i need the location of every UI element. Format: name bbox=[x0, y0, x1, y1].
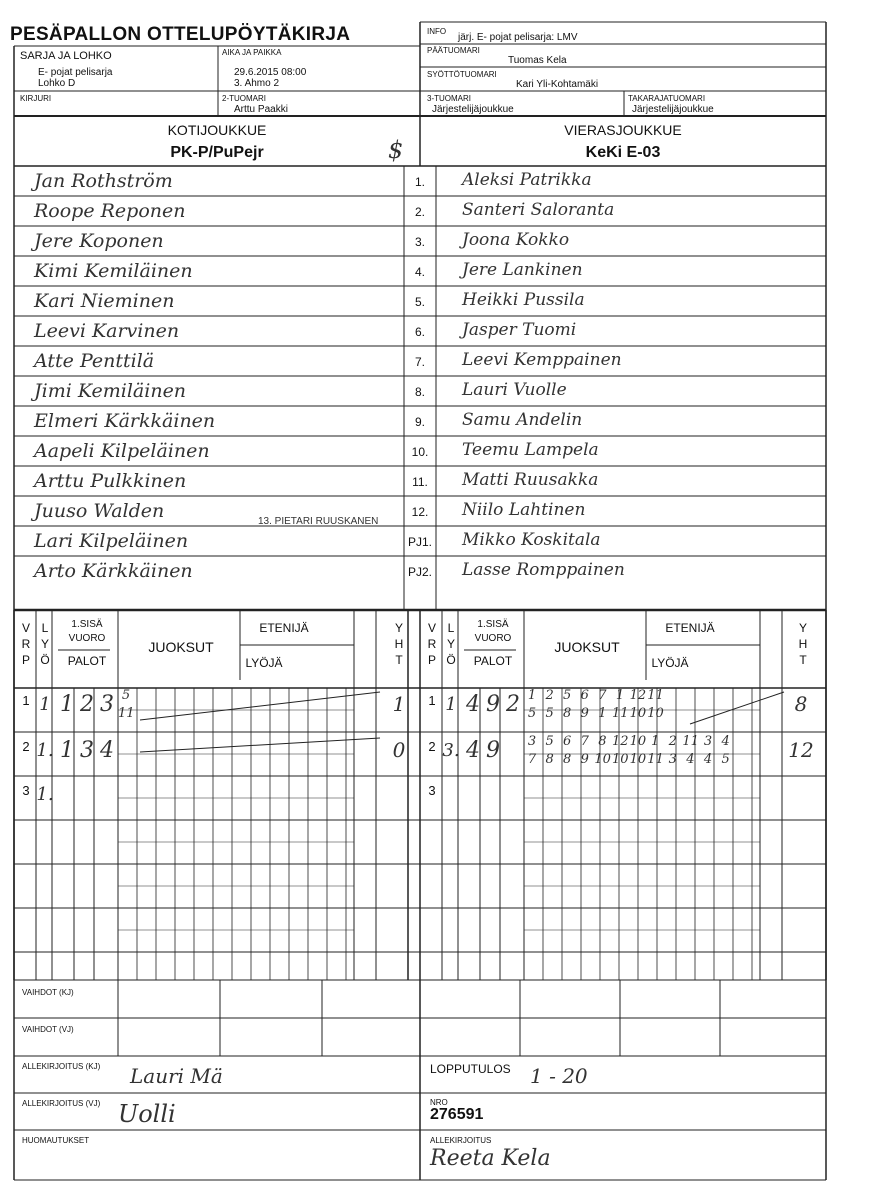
page-title: PESÄPALLON OTTELUPÖYTÄKIRJA bbox=[10, 24, 351, 45]
home-header-vuoro: VUORO bbox=[68, 633, 106, 644]
away-player-name: Samu Andelin bbox=[462, 410, 583, 430]
away-header-vuoro: VUORO bbox=[474, 633, 512, 644]
home-header-lyo: L bbox=[41, 621, 49, 635]
home-header-palot: PALOT bbox=[67, 654, 107, 668]
signature-vj: Uolli bbox=[118, 1100, 176, 1128]
away-run-bottom: 1 bbox=[598, 706, 607, 721]
sarja-value: E- pojat pelisarja bbox=[38, 67, 113, 78]
signature-referee: Reeta Kela bbox=[430, 1146, 551, 1171]
away-palot-value: 4 bbox=[466, 692, 480, 717]
home-header-etenija: ETENIJÄ bbox=[259, 621, 309, 635]
home-period-total: 0 bbox=[392, 738, 406, 762]
away-run-top: 11 bbox=[682, 734, 699, 749]
away-run-bottom: 4 bbox=[703, 752, 713, 767]
home-period-number: 3 bbox=[22, 783, 30, 798]
home-player-name: Arto Kärkkäinen bbox=[34, 560, 193, 582]
away-run-bottom: 5 bbox=[527, 706, 537, 721]
home-palot-value: 1 bbox=[60, 738, 74, 763]
home-player-name: Elmeri Kärkkäinen bbox=[34, 410, 216, 432]
home-header-lyo: Ö bbox=[40, 653, 50, 667]
allekirjoitus-label: ALLEKIRJOITUS bbox=[430, 1136, 492, 1145]
away-run-bottom: 8 bbox=[563, 752, 572, 767]
home-team-mark: $ bbox=[388, 136, 404, 164]
home-player-name: Arttu Pulkkinen bbox=[34, 470, 187, 492]
away-header-yht: Y bbox=[798, 621, 807, 635]
home-period-lyo: 1 bbox=[39, 694, 51, 715]
away-run-top: 1 bbox=[651, 734, 660, 749]
away-run-top: 5 bbox=[545, 734, 554, 749]
paatuomari-value: Tuomas Kela bbox=[508, 55, 567, 66]
away-run-bottom: 5 bbox=[545, 706, 554, 721]
away-run-top: 12 bbox=[612, 734, 629, 749]
tuomari3-label: 3-TUOMARI bbox=[427, 94, 471, 103]
home-header-juoksut: JUOKSUT bbox=[148, 639, 214, 655]
aika-label: AIKA JA PAIKKA bbox=[222, 48, 282, 57]
home-player-name: Juuso Walden bbox=[34, 500, 165, 522]
takaraja-value: Järjestelijäjoukkue bbox=[632, 104, 714, 115]
away-run-bottom: 10 bbox=[647, 706, 664, 721]
player-number: 8. bbox=[414, 385, 425, 399]
home-header-vrp: V bbox=[21, 621, 30, 635]
away-player-name: Teemu Lampela bbox=[462, 440, 599, 460]
away-player-name: Lauri Vuolle bbox=[462, 380, 567, 400]
away-period-total: 12 bbox=[788, 738, 814, 762]
away-run-bottom: 11 bbox=[647, 752, 664, 767]
away-run-top: 4 bbox=[721, 734, 730, 749]
grid-line bbox=[690, 692, 784, 724]
player-number: 1. bbox=[414, 175, 425, 189]
away-team-caption: VIERASJOUKKUE bbox=[564, 122, 682, 138]
away-period-lyo: 3. bbox=[442, 740, 460, 761]
home-palot-value: 3 bbox=[80, 738, 94, 763]
vaihdot-vj-label: VAIHDOT (VJ) bbox=[22, 1025, 74, 1034]
away-header-etenija: ETENIJÄ bbox=[665, 621, 715, 635]
away-palot-value: 9 bbox=[486, 692, 500, 717]
away-player-name: Matti Ruusakka bbox=[462, 470, 599, 490]
nro-value: 276591 bbox=[430, 1106, 484, 1123]
away-palot-value: 2 bbox=[506, 692, 520, 717]
away-run-top: 10 bbox=[629, 734, 647, 749]
extra-player-note: 13. PIETARI RUUSKANEN bbox=[258, 516, 379, 527]
away-run-top: 6 bbox=[580, 688, 589, 703]
tuomari3-value: Järjestelijäjoukkue bbox=[432, 104, 514, 115]
home-period-number: 1 bbox=[22, 693, 30, 708]
away-player-name: Santeri Saloranta bbox=[462, 200, 615, 220]
nro-label: NRO bbox=[430, 1098, 448, 1107]
home-header-yht: Y bbox=[394, 621, 403, 635]
home-palot-value: 2 bbox=[80, 692, 94, 717]
takaraja-label: TAKARAJATUOMARI bbox=[628, 94, 706, 103]
away-period-number: 1 bbox=[428, 693, 436, 708]
home-header-vrp: P bbox=[21, 653, 30, 667]
signature-kj: Lauri Mä bbox=[130, 1064, 223, 1088]
home-header-sisa: 1.SISÄ bbox=[71, 619, 103, 630]
away-header-yht: T bbox=[799, 653, 807, 667]
away-player-name: Jasper Tuomi bbox=[462, 320, 577, 340]
home-header-yht: T bbox=[395, 653, 403, 667]
home-period-lyo: 1. bbox=[36, 740, 54, 761]
kirjuri-label: KIRJURI bbox=[20, 94, 52, 103]
huomautukset-label: HUOMAUTUKSET bbox=[22, 1136, 90, 1145]
grid-line bbox=[140, 692, 380, 720]
away-run-bottom: 11 bbox=[612, 706, 629, 721]
player-number: 3. bbox=[414, 235, 425, 249]
away-run-top: 3 bbox=[703, 734, 713, 749]
home-palot-value: 1 bbox=[60, 692, 74, 717]
syotto-label: SYÖTTÖTUOMARI bbox=[427, 70, 497, 79]
home-player-name: Aapeli Kilpeläinen bbox=[34, 440, 210, 462]
player-number: 2. bbox=[414, 205, 425, 219]
away-player-name: Heikki Pussila bbox=[462, 290, 585, 310]
home-header-lyo: Y bbox=[40, 637, 49, 651]
home-header-lyoja: LYÖJÄ bbox=[245, 656, 283, 670]
home-header-yht: H bbox=[394, 637, 404, 651]
away-header-palot: PALOT bbox=[473, 654, 513, 668]
away-run-top: 1 bbox=[615, 688, 625, 703]
home-player-name: Kari Nieminen bbox=[34, 290, 175, 312]
away-run-top: 7 bbox=[598, 688, 607, 703]
away-run-bottom: 3 bbox=[668, 752, 677, 767]
home-period-total: 1 bbox=[392, 692, 406, 716]
away-run-bottom: 7 bbox=[527, 752, 537, 767]
home-player-name: Lari Kilpeläinen bbox=[34, 530, 189, 552]
home-player-name: Leevi Karvinen bbox=[34, 320, 180, 342]
away-run-top: 12 bbox=[629, 688, 647, 703]
away-run-top: 2 bbox=[545, 688, 554, 703]
allekirjoitus-kj-label: ALLEKIRJOITUS (KJ) bbox=[22, 1062, 101, 1071]
home-palot-value: 4 bbox=[100, 738, 114, 763]
player-number: 7. bbox=[414, 355, 425, 369]
away-header-yht: H bbox=[798, 637, 808, 651]
away-palot-value: 9 bbox=[486, 738, 500, 763]
home-period-number: 2 bbox=[22, 739, 30, 754]
player-number: 9. bbox=[414, 415, 425, 429]
away-run-bottom: 9 bbox=[580, 752, 589, 767]
away-header-vrp: V bbox=[427, 621, 436, 635]
home-run-top: 5 bbox=[121, 688, 131, 703]
away-run-bottom: 8 bbox=[563, 706, 572, 721]
away-player-name: Leevi Kemppainen bbox=[462, 350, 622, 370]
away-run-top: 3 bbox=[527, 734, 537, 749]
away-header-vrp: P bbox=[427, 653, 436, 667]
home-team-caption: KOTIJOUKKUE bbox=[167, 122, 267, 138]
player-number: 12. bbox=[411, 505, 429, 519]
away-run-bottom: 5 bbox=[721, 752, 730, 767]
lopputulos-value: 1 - 20 bbox=[530, 1064, 588, 1088]
allekirjoitus-vj-label: ALLEKIRJOITUS (VJ) bbox=[22, 1099, 101, 1108]
away-run-top: 2 bbox=[668, 734, 677, 749]
player-number: PJ1. bbox=[407, 535, 432, 549]
away-header-lyo: Y bbox=[446, 637, 455, 651]
away-player-name: Niilo Lahtinen bbox=[462, 500, 586, 520]
player-number: 11. bbox=[412, 475, 428, 489]
away-run-bottom: 10 bbox=[612, 752, 629, 767]
home-run-bottom: 11 bbox=[118, 706, 135, 721]
tuomari2-label: 2-TUOMARI bbox=[222, 94, 266, 103]
away-player-name: Jere Lankinen bbox=[462, 260, 583, 280]
lohko-value: Lohko D bbox=[38, 78, 76, 89]
lopputulos-label: LOPPUTULOS bbox=[430, 1062, 511, 1076]
away-run-bottom: 10 bbox=[594, 752, 611, 767]
info-label: INFO bbox=[427, 27, 447, 36]
paatuomari-label: PÄÄTUOMARI bbox=[427, 46, 480, 55]
away-player-name: Joona Kokko bbox=[462, 230, 570, 250]
away-header-lyo: L bbox=[447, 621, 455, 635]
player-number: 4. bbox=[414, 265, 425, 279]
date-value: 29.6.2015 08:00 bbox=[234, 67, 307, 78]
away-run-bottom: 8 bbox=[545, 752, 554, 767]
away-header-vrp: R bbox=[427, 637, 437, 651]
place-value: 3. Ahmo 2 bbox=[234, 78, 280, 89]
sarja-label: SARJA JA LOHKO bbox=[20, 50, 112, 62]
away-team-name: KeKi E-03 bbox=[585, 144, 661, 161]
away-period-number: 2 bbox=[428, 739, 436, 754]
home-header-vrp: R bbox=[21, 637, 31, 651]
player-number: 6. bbox=[414, 325, 425, 339]
home-team-name: PK-P/PuPejr bbox=[170, 144, 264, 161]
player-number: 10. bbox=[411, 445, 429, 459]
away-run-top: 11 bbox=[647, 688, 664, 703]
tuomari2-value: Arttu Paakki bbox=[234, 104, 288, 115]
away-player-name: Mikko Koskitala bbox=[462, 530, 601, 550]
away-run-bottom: 10 bbox=[629, 752, 647, 767]
home-player-name: Jan Rothström bbox=[34, 170, 173, 192]
away-run-top: 7 bbox=[580, 734, 589, 749]
home-player-name: Kimi Kemiläinen bbox=[34, 260, 193, 282]
away-header-lyo: Ö bbox=[446, 653, 456, 667]
away-run-top: 6 bbox=[563, 734, 572, 749]
away-run-top: 1 bbox=[527, 688, 537, 703]
player-number: 5. bbox=[414, 295, 425, 309]
away-run-bottom: 4 bbox=[686, 752, 695, 767]
away-palot-value: 4 bbox=[466, 738, 480, 763]
home-palot-value: 3 bbox=[100, 692, 114, 717]
away-period-lyo: 1 bbox=[445, 694, 457, 715]
away-period-total: 8 bbox=[794, 692, 808, 716]
home-player-name: Roope Reponen bbox=[34, 200, 186, 222]
home-player-name: Jere Koponen bbox=[34, 230, 164, 252]
home-player-name: Atte Penttilä bbox=[34, 350, 155, 372]
away-period-number: 3 bbox=[428, 783, 436, 798]
info-value: järj. E- pojat pelisarja: LMV bbox=[458, 32, 578, 43]
away-run-top: 5 bbox=[563, 688, 572, 703]
away-player-name: Lasse Romppainen bbox=[462, 560, 625, 580]
away-header-juoksut: JUOKSUT bbox=[554, 639, 620, 655]
grid-line bbox=[140, 738, 380, 752]
away-header-sisa: 1.SISÄ bbox=[477, 619, 509, 630]
syotto-value: Kari Yli-Kohtamäki bbox=[516, 79, 599, 90]
away-header-lyoja: LYÖJÄ bbox=[651, 656, 689, 670]
home-player-name: Jimi Kemiläinen bbox=[34, 380, 187, 402]
home-period-lyo: 1. bbox=[36, 784, 54, 805]
away-run-top: 8 bbox=[598, 734, 607, 749]
away-player-name: Aleksi Patrikka bbox=[462, 170, 592, 190]
away-run-bottom: 9 bbox=[580, 706, 589, 721]
vaihdot-kj-label: VAIHDOT (KJ) bbox=[22, 988, 74, 997]
player-number: PJ2. bbox=[407, 565, 432, 579]
away-run-bottom: 10 bbox=[629, 706, 647, 721]
